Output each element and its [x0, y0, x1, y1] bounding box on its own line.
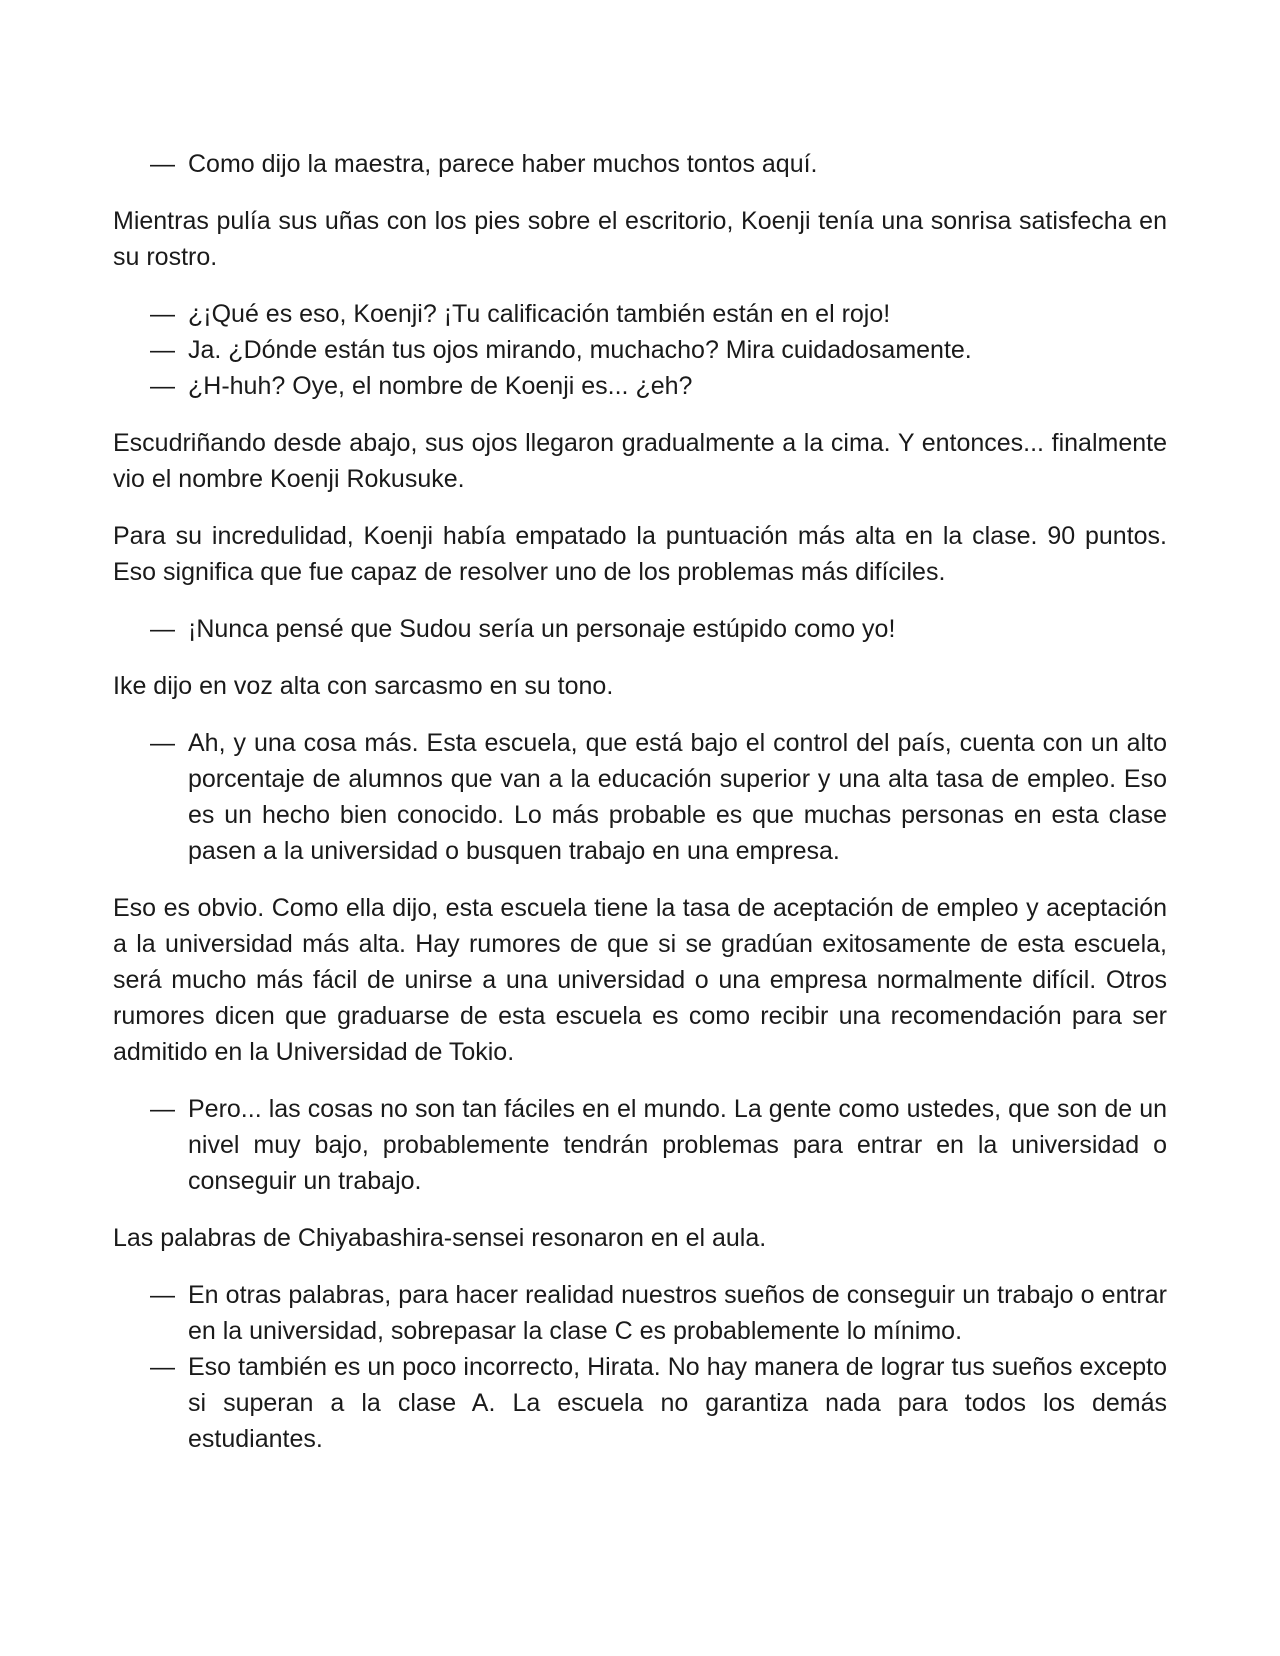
dialogue-line [113, 368, 1167, 404]
dialogue-line [113, 146, 1167, 182]
dialogue-line [113, 1349, 1167, 1457]
dialogue-text: Como dijo la maestra, parece haber muchos tontos aquí. [188, 150, 818, 178]
dialogue-group [113, 296, 1167, 404]
dialogue-dash: — [150, 615, 175, 643]
dialogue-line [113, 725, 1167, 869]
dialogue-text: ¿H-huh? Oye, el nombre de Koenji es... ¿eh? [188, 372, 693, 400]
dialogue-text: Eso también es un poco incorrecto, Hirata. No hay manera de lograr tus sueños excepto si superan a la clase A. La escuela no garantiza nada para todos los demás estudiantes. [188, 1353, 1167, 1453]
dialogue-line [113, 332, 1167, 368]
dialogue-dash: — [150, 336, 175, 364]
narration-paragraph: Para su incredulidad, Koenji había empatado la puntuación más alta en la clase. 90 puntos. Eso significa que fue capaz de resolver uno de los problemas más difíciles. [113, 522, 1167, 586]
dialogue-dash: — [150, 1353, 175, 1381]
dialogue-dash: — [150, 729, 175, 757]
narration-paragraph: Escudriñando desde abajo, sus ojos llegaron gradualmente a la cima. Y entonces... finalmente vio el nombre Koenji Rokusuke. [113, 429, 1167, 493]
dialogue-line [113, 1091, 1167, 1199]
narration-paragraph: Las palabras de Chiyabashira-sensei resonaron en el aula. [113, 1224, 767, 1252]
narration-paragraph: Mientras pulía sus uñas con los pies sobre el escritorio, Koenji tenía una sonrisa satisfecha en su rostro. [113, 207, 1167, 271]
dialogue-group [113, 146, 1167, 182]
dialogue-dash: — [150, 1281, 175, 1309]
dialogue-dash: — [150, 300, 175, 328]
dialogue-dash: — [150, 150, 175, 178]
dialogue-text: Pero... las cosas no son tan fáciles en el mundo. La gente como ustedes, que son de un nivel muy bajo, probablemente tendrán problemas para entrar en la universidad o conseguir un trabajo. [188, 1095, 1167, 1195]
dialogue-dash: — [150, 372, 175, 400]
dialogue-group [113, 1277, 1167, 1457]
dialogue-group [113, 1091, 1167, 1199]
dialogue-line [113, 1277, 1167, 1349]
dialogue-dash: — [150, 1095, 175, 1123]
narration-paragraph: Ike dijo en voz alta con sarcasmo en su tono. [113, 672, 614, 700]
dialogue-text: En otras palabras, para hacer realidad nuestros sueños de conseguir un trabajo o entrar en la universidad, sobrepasar la clase C es probablemente lo mínimo. [188, 1281, 1167, 1345]
narration-paragraph: Eso es obvio. Como ella dijo, esta escuela tiene la tasa de aceptación de empleo y aceptación a la universidad más alta. Hay rumores de que si se gradúan exitosamente de esta escuela, será mucho más fácil de unirse a una universidad o una empresa normalmente difícil. Otros rumores dicen que graduarse de esta escuela es como recibir una recomendación para ser admitido en la Universidad de Tokio. [113, 894, 1167, 1066]
dialogue-line [113, 611, 1167, 647]
dialogue-group [113, 725, 1167, 869]
dialogue-text: ¿¡Qué es eso, Koenji? ¡Tu calificación también están en el rojo! [188, 300, 891, 328]
dialogue-text: Ah, y una cosa más. Esta escuela, que está bajo el control del país, cuenta con un alto porcentaje de alumnos que van a la educación superior y una alta tasa de empleo. Eso es un hecho bien conocido. Lo más probable es que muchas personas en esta clase pasen a la universidad o busquen trabajo en una empresa. [188, 729, 1167, 865]
dialogue-text: Ja. ¿Dónde están tus ojos mirando, muchacho? Mira cuidadosamente. [188, 336, 972, 364]
dialogue-group [113, 611, 1167, 647]
dialogue-line [113, 296, 1167, 332]
dialogue-text: ¡Nunca pensé que Sudou sería un personaje estúpido como yo! [188, 615, 896, 643]
